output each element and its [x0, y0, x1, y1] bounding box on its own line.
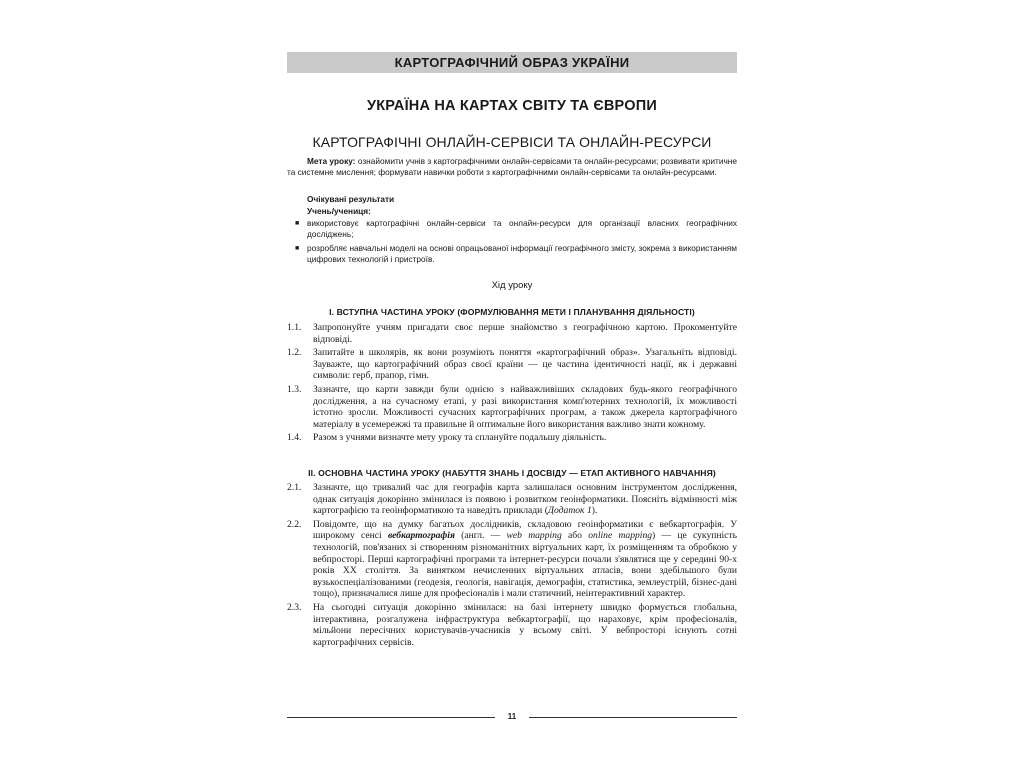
item-text: (англ. —: [454, 530, 507, 542]
expected-results-title: Очікувані результати: [307, 194, 395, 204]
lesson-subtitle: КАРТОГРАФІЧНІ ОНЛАЙН-СЕРВІСИ ТА ОНЛАЙН-РЕСУРСИ: [312, 134, 712, 150]
item-text: Разом з учнями визначте мету уроку та сплануйте подальшу діяльність.: [313, 432, 607, 444]
item-text: Повідомте, що на думку багатьох дослідників, складовою геоінформатики є вебкартографія. У широкому сенсі: [313, 518, 737, 542]
item-number: 1.3.: [287, 383, 302, 395]
footer-divider: [529, 717, 737, 718]
goal-text: ознайомити учнів з картографічними онлайн-сервісами та онлайн-ресурсами; розвивати критичне та системне мислення; формувати навички роботи з картографічними онлайн-сервісами та онлайн-ресурсами.: [287, 156, 737, 178]
list-item: [287, 432, 737, 444]
item-text: Зазначте, що тривалий час для географів карта залишалася основним інструментом дослідження, однак ситуація докорінно змінилася із появою і розвитком геоінформатики. Поясніть відмінності між картографією та геоінформатикою та наведіть приклади (: [313, 482, 737, 517]
list-item: [287, 519, 737, 600]
list-item: [287, 243, 737, 266]
list-item: [287, 384, 737, 430]
item-number: 2.2.: [287, 518, 302, 530]
bullet-icon: ■: [295, 244, 300, 252]
chapter-banner: КАРТОГРАФІЧНИЙ ОБРАЗ УКРАЇНИ: [287, 52, 737, 73]
item-text: Запитайте в школярів, як вони розуміють поняття «картографічний образ». Узагальніть відповіді. Зауважте, що картографічний образ своєї країни — це частина ідентичності нації, як і державні символи: герб, прапор, гімн.: [313, 347, 737, 382]
page-title: УКРАЇНА НА КАРТАХ СВІТУ ТА ЄВРОПИ: [367, 98, 657, 114]
item-number: 1.2.: [287, 347, 302, 359]
student-label: Учень/учениця:: [307, 206, 371, 216]
bullet-text: розробляє навчальні моделі на основі опрацьованої інформації географічного змісту, зокрема з використанням цифрових технологій і пристроїв.: [307, 242, 737, 264]
item-text: На сьогодні ситуація докорінно змінилася: на базі інтернету швидко формується глобальна, інтерактивна, розгалужена інфраструктура вебкартографії, що нараховує, крім професіоналів, мільйони пересічних користувачів-учасників у всьому світі. У вебпросторі існують сотні картографічних сервісів.: [313, 601, 737, 648]
item-text: Запропонуйте учням пригадати своє перше знайомство з географічною картою. Прокоментуйте відповіді.: [313, 322, 737, 345]
item-text-end: ).: [591, 505, 598, 517]
bullet-text: використовує картографічні онлайн-сервіси та онлайн-ресурси для організації власних географічних досліджень;: [307, 218, 737, 240]
list-item: [287, 322, 737, 345]
list-item: [287, 602, 737, 648]
term-webcartography: вебкартографія: [387, 530, 455, 542]
appendix-reference: Додаток 1: [547, 505, 592, 517]
section-1-title: І. ВСТУПНА ЧАСТИНА УРОКУ (ФОРМУЛЮВАННЯ МЕТИ І ПЛАНУВАННЯ ДІЯЛЬНОСТІ): [329, 307, 695, 317]
english-term: online mapping: [588, 530, 653, 542]
item-number: 1.1.: [287, 322, 302, 333]
lesson-goal: [287, 156, 737, 179]
list-item: [287, 482, 737, 517]
item-text: або: [561, 530, 589, 542]
bullet-icon: ■: [295, 220, 300, 227]
list-item: [287, 218, 737, 241]
section-2-items: [287, 482, 737, 650]
list-item: [287, 347, 737, 382]
item-number: 2.3.: [287, 601, 302, 613]
item-text: ) — це сукупність технологій, пов'язаних зі створенням різноманітних віртуальних карт, їх розміщенням та обробкою у вебпросторі. Перші картографічні програми та інтернет-ресурси почали з'являтися ще у середині 90-х років XX століття. За винятком нечисленних віртуальних атласів, вони здебільшого були вузькоспеціалізованими (геодезія, геологія, навігація, демографія, статистика, землеустрій, бізнес-дані тощо), призначалися лише для професіоналів і мали статичний, неінтерактивний характер.: [313, 530, 737, 600]
document-page: [287, 50, 737, 720]
item-number: 1.4.: [287, 432, 302, 444]
english-term: web mapping: [506, 530, 562, 542]
expected-results-list: [287, 218, 737, 267]
item-text: Зазначте, що карти завжди були однією з найважливіших складових будь-якого географічного дослідження, а на сучасному етапі, у разі використання комп'ютерних технологій, їх можливості істотно зросли. Можливості сучасних картографічних програм, а також джерела картографічного матеріалу в усемережжі та правильне й оптимальне його використання важливо знати кожному.: [313, 383, 737, 430]
course-title: Хід уроку: [491, 280, 533, 291]
section-2-title: ІІ. ОСНОВНА ЧАСТИНА УРОКУ (НАБУТТЯ ЗНАНЬ І ДОСВІДУ — ЕТАП АКТИВНОГО НАВЧАННЯ): [308, 468, 716, 478]
page-footer: [287, 712, 737, 722]
goal-label: Мета уроку:: [307, 156, 356, 166]
item-number: 2.1.: [287, 482, 302, 493]
section-1-items: [287, 322, 737, 446]
page-number: 11: [507, 712, 517, 721]
